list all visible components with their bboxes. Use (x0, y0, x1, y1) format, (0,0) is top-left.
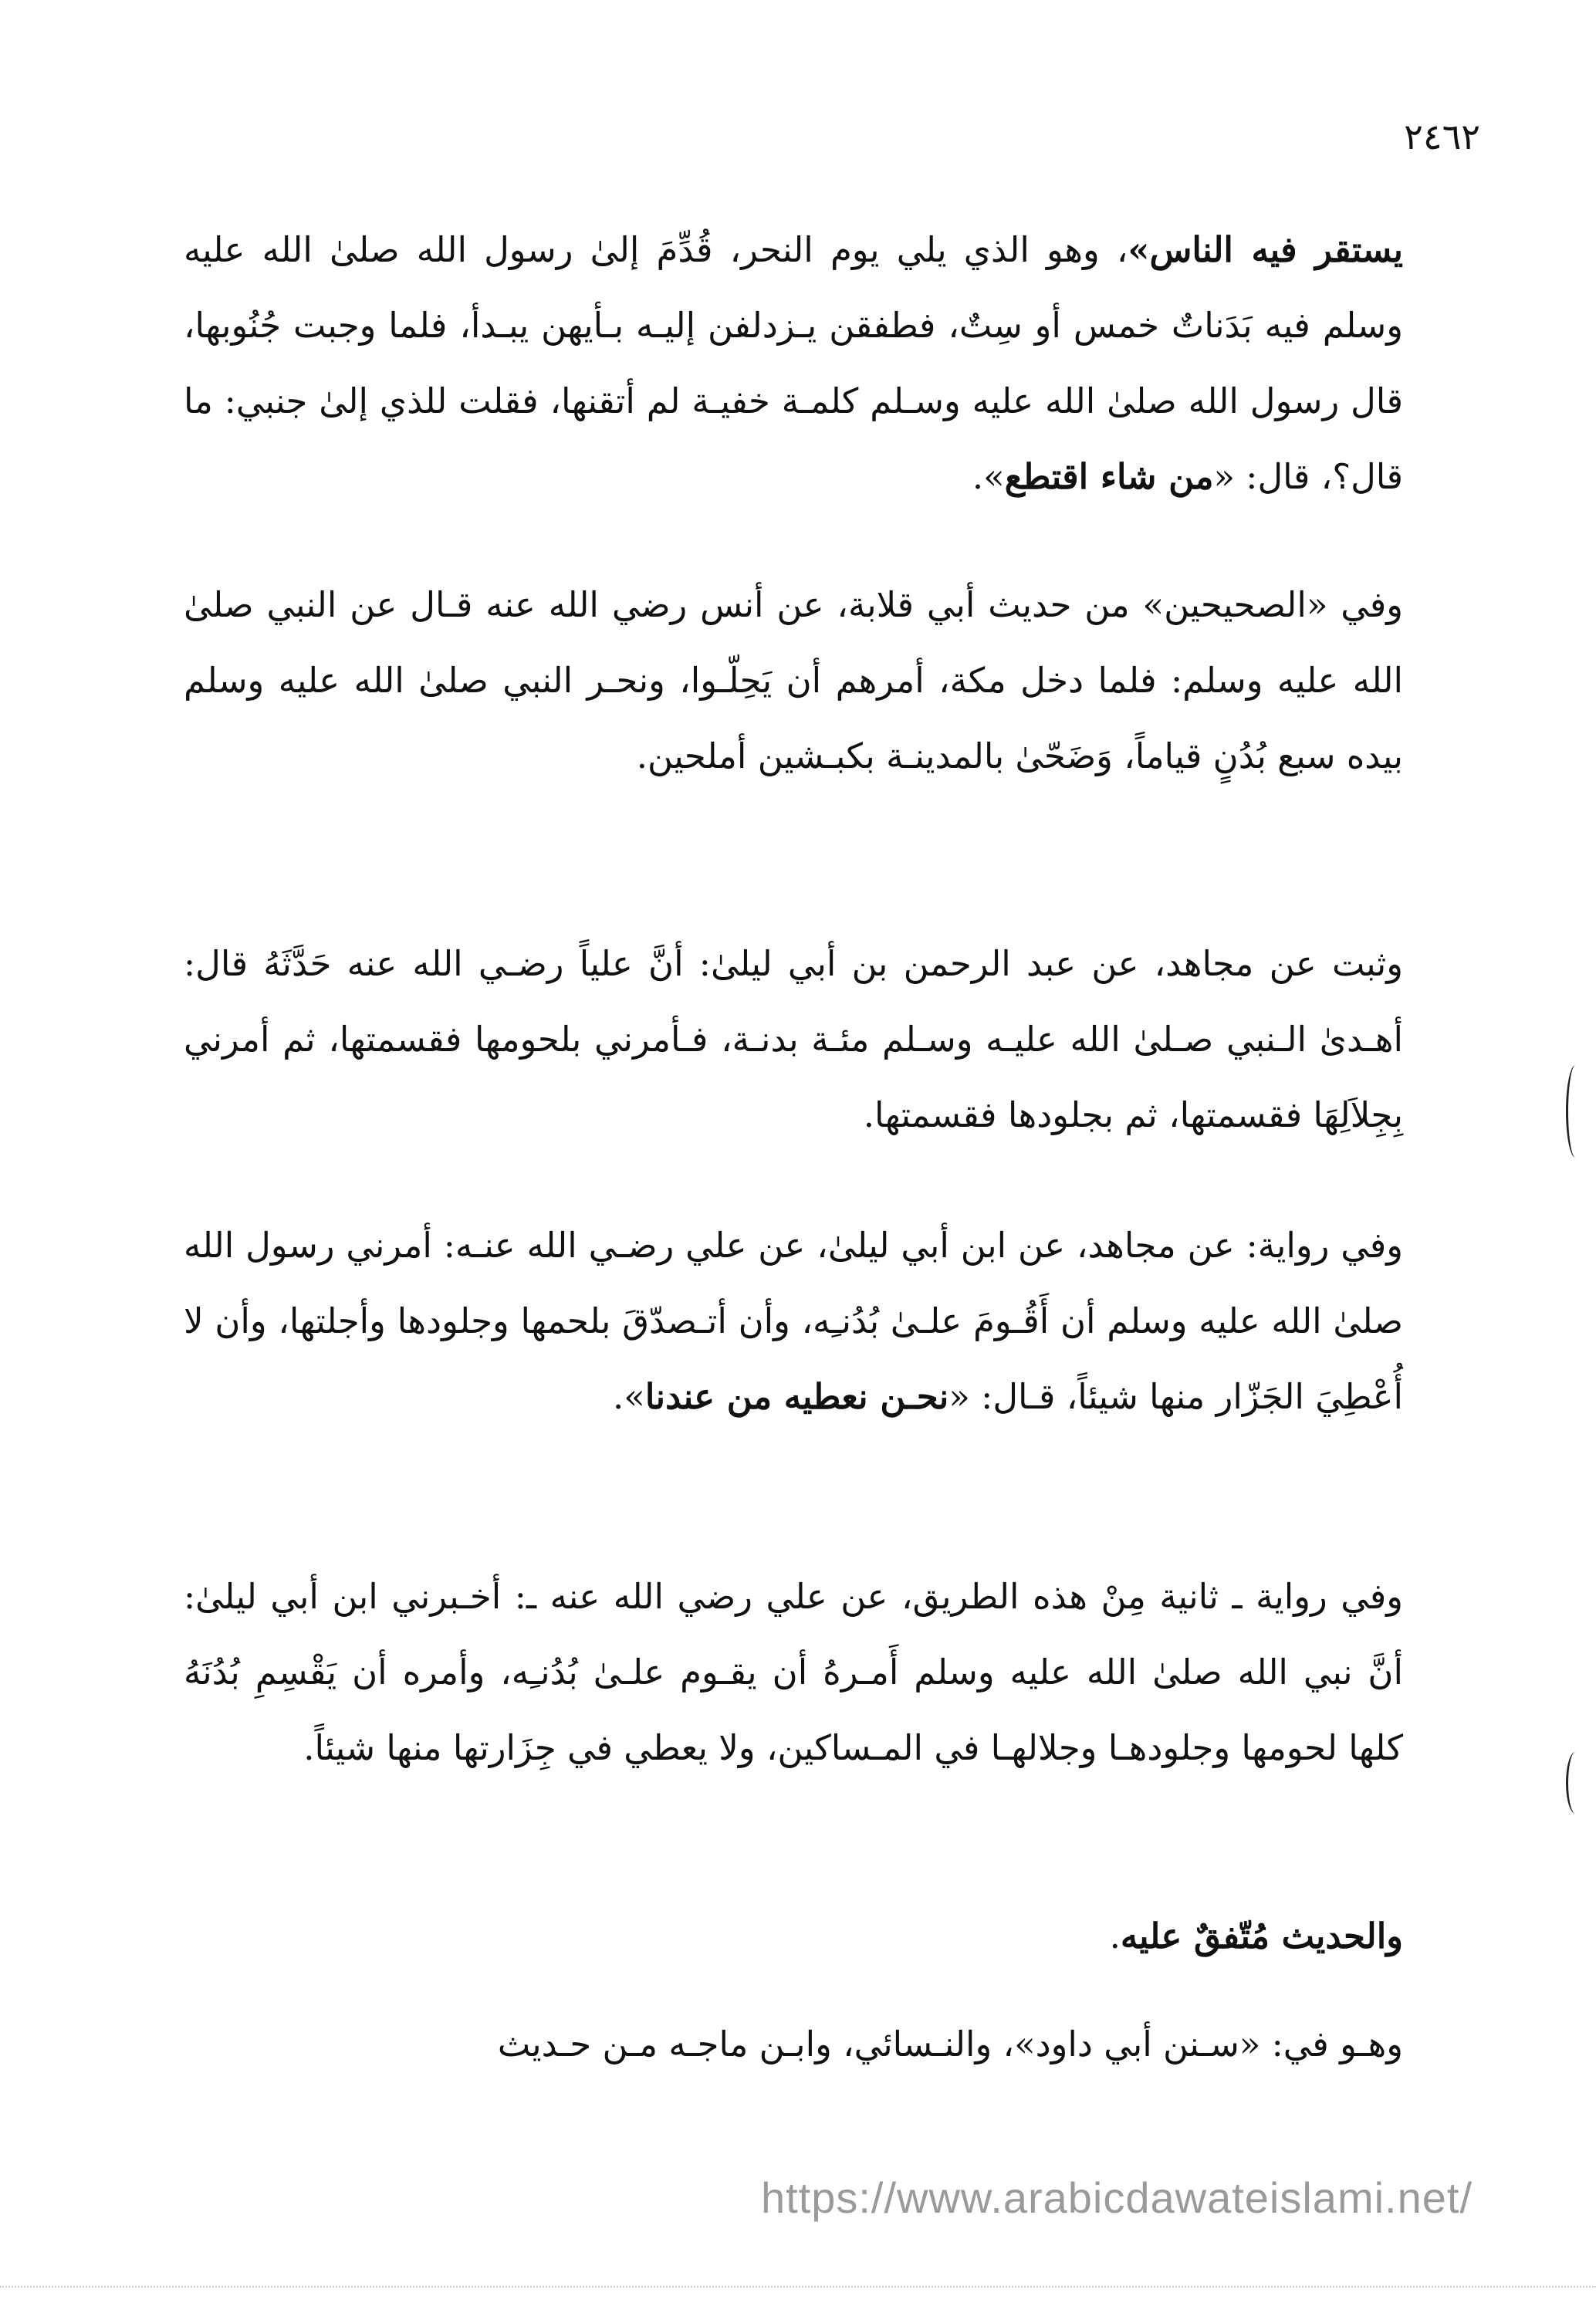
paragraph-7-text: وهـو في: «سـنن أبي داود»، والنـسائي، وابـن ماجـه مـن حـديث (497, 2024, 1403, 2065)
paragraph-1-text: ، وهو الذي يلي يوم النحر، قُدِّمَ إلىٰ رسول الله صلىٰ الله عليه وسلم فيه بَدَناتٌ خمس أو سِتٌ، فطفقن يـزدلفن إليـه بـأيهن يبـدأ، فلما وجبت جُنُوبها، قال رسول الله صلىٰ الله عليه وسـلم كلمـة خفيـة لم أتقنها، فقلت للذي إلىٰ جنبي: ما قال؟، قال: « (184, 229, 1403, 497)
paragraph-3-text: وثبت عن مجاهد، عن عبد الرحمن بن أبي ليلىٰ: أنَّ علياً رضـي الله عنه حَدَّثَهُ قال: أهـدىٰ الـنبي صـلىٰ الله عليـه وسـلم مئـة بدنـة، فـأمرني بلحومها فقسمتها، ثم أمرني بِجِلاَلِهَا فقسمتها، ثم بجلودها فقسمتها. (184, 943, 1403, 1135)
paragraph-3 (184, 926, 1403, 1153)
binding-mark-icon (1566, 1065, 1585, 1158)
paragraph-2 (184, 567, 1403, 794)
paragraph-1-bold-start: يستقر فيه الناس» (1128, 229, 1403, 270)
bottom-divider (0, 2286, 1596, 2288)
paragraph-5 (184, 1559, 1403, 1786)
paragraph-1-bold-quote: من شاء اقتطع (1004, 456, 1214, 497)
paragraph-4-text: وفي رواية: عن مجاهد، عن ابن أبي ليلىٰ، عن علي رضـي الله عنـه: أمرني رسول الله صلىٰ الله عليه وسلم أن أَقُـومَ علـىٰ بُدُنـِه، وأن أتـصدّقَ بلحمها وجلودها وأجلتها، وأن لا أُعْطِيَ الجَزّار منها شيئاً، قـال: « (184, 1225, 1403, 1417)
paragraph-1-end: ». (972, 456, 1005, 497)
paragraph-4-bold-quote: نحـن نعطيه من عندنا (644, 1376, 949, 1417)
paragraph-6 (184, 1899, 1403, 1974)
watermark-url: https://www.arabicdawateislami.net/ (760, 2173, 1473, 2222)
paragraph-4 (184, 1208, 1403, 1435)
paragraph-2-text: وفي «الصحيحين» من حديث أبي قلابة، عن أنس رضي الله عنه قـال عن النبي صلىٰ الله عليه وسلم: فلما دخل مكة، أمرهم أن يَحِلّـوا، ونحـر النبي صلىٰ الله عليه وسلم بيده سبع بُدُنٍ قياماً، وَضَحّىٰ بالمدينـة بكبـشين أملحين. (184, 584, 1403, 776)
paragraph-7 (184, 2007, 1403, 2082)
paragraph-5-text: وفي رواية ـ ثانية مِنْ هذه الطريق، عن علي رضي الله عنه ـ: أخـبرني ابن أبي ليلىٰ: أنَّ نبي الله صلىٰ الله عليه وسلم أَمـرهُ أن يقـوم علـىٰ بُدُنـِه، وأمره أن يَقْسِمِ بُدُنَهُ كلها لحومها وجلودهـا وجلالهـا في المـساكين، ولا يعطي في جِزَارتها منها شيئاً. (184, 1576, 1403, 1768)
page-number: ٢٤٦٢ (1404, 116, 1480, 157)
binding-mark-icon (1566, 1752, 1585, 1814)
paragraph-4-end: ». (612, 1376, 645, 1417)
paragraph-1 (184, 212, 1403, 515)
paragraph-6-end: . (1109, 1916, 1121, 1956)
paragraph-6-bold: والحديث مُتّفقٌ عليه (1120, 1916, 1403, 1956)
